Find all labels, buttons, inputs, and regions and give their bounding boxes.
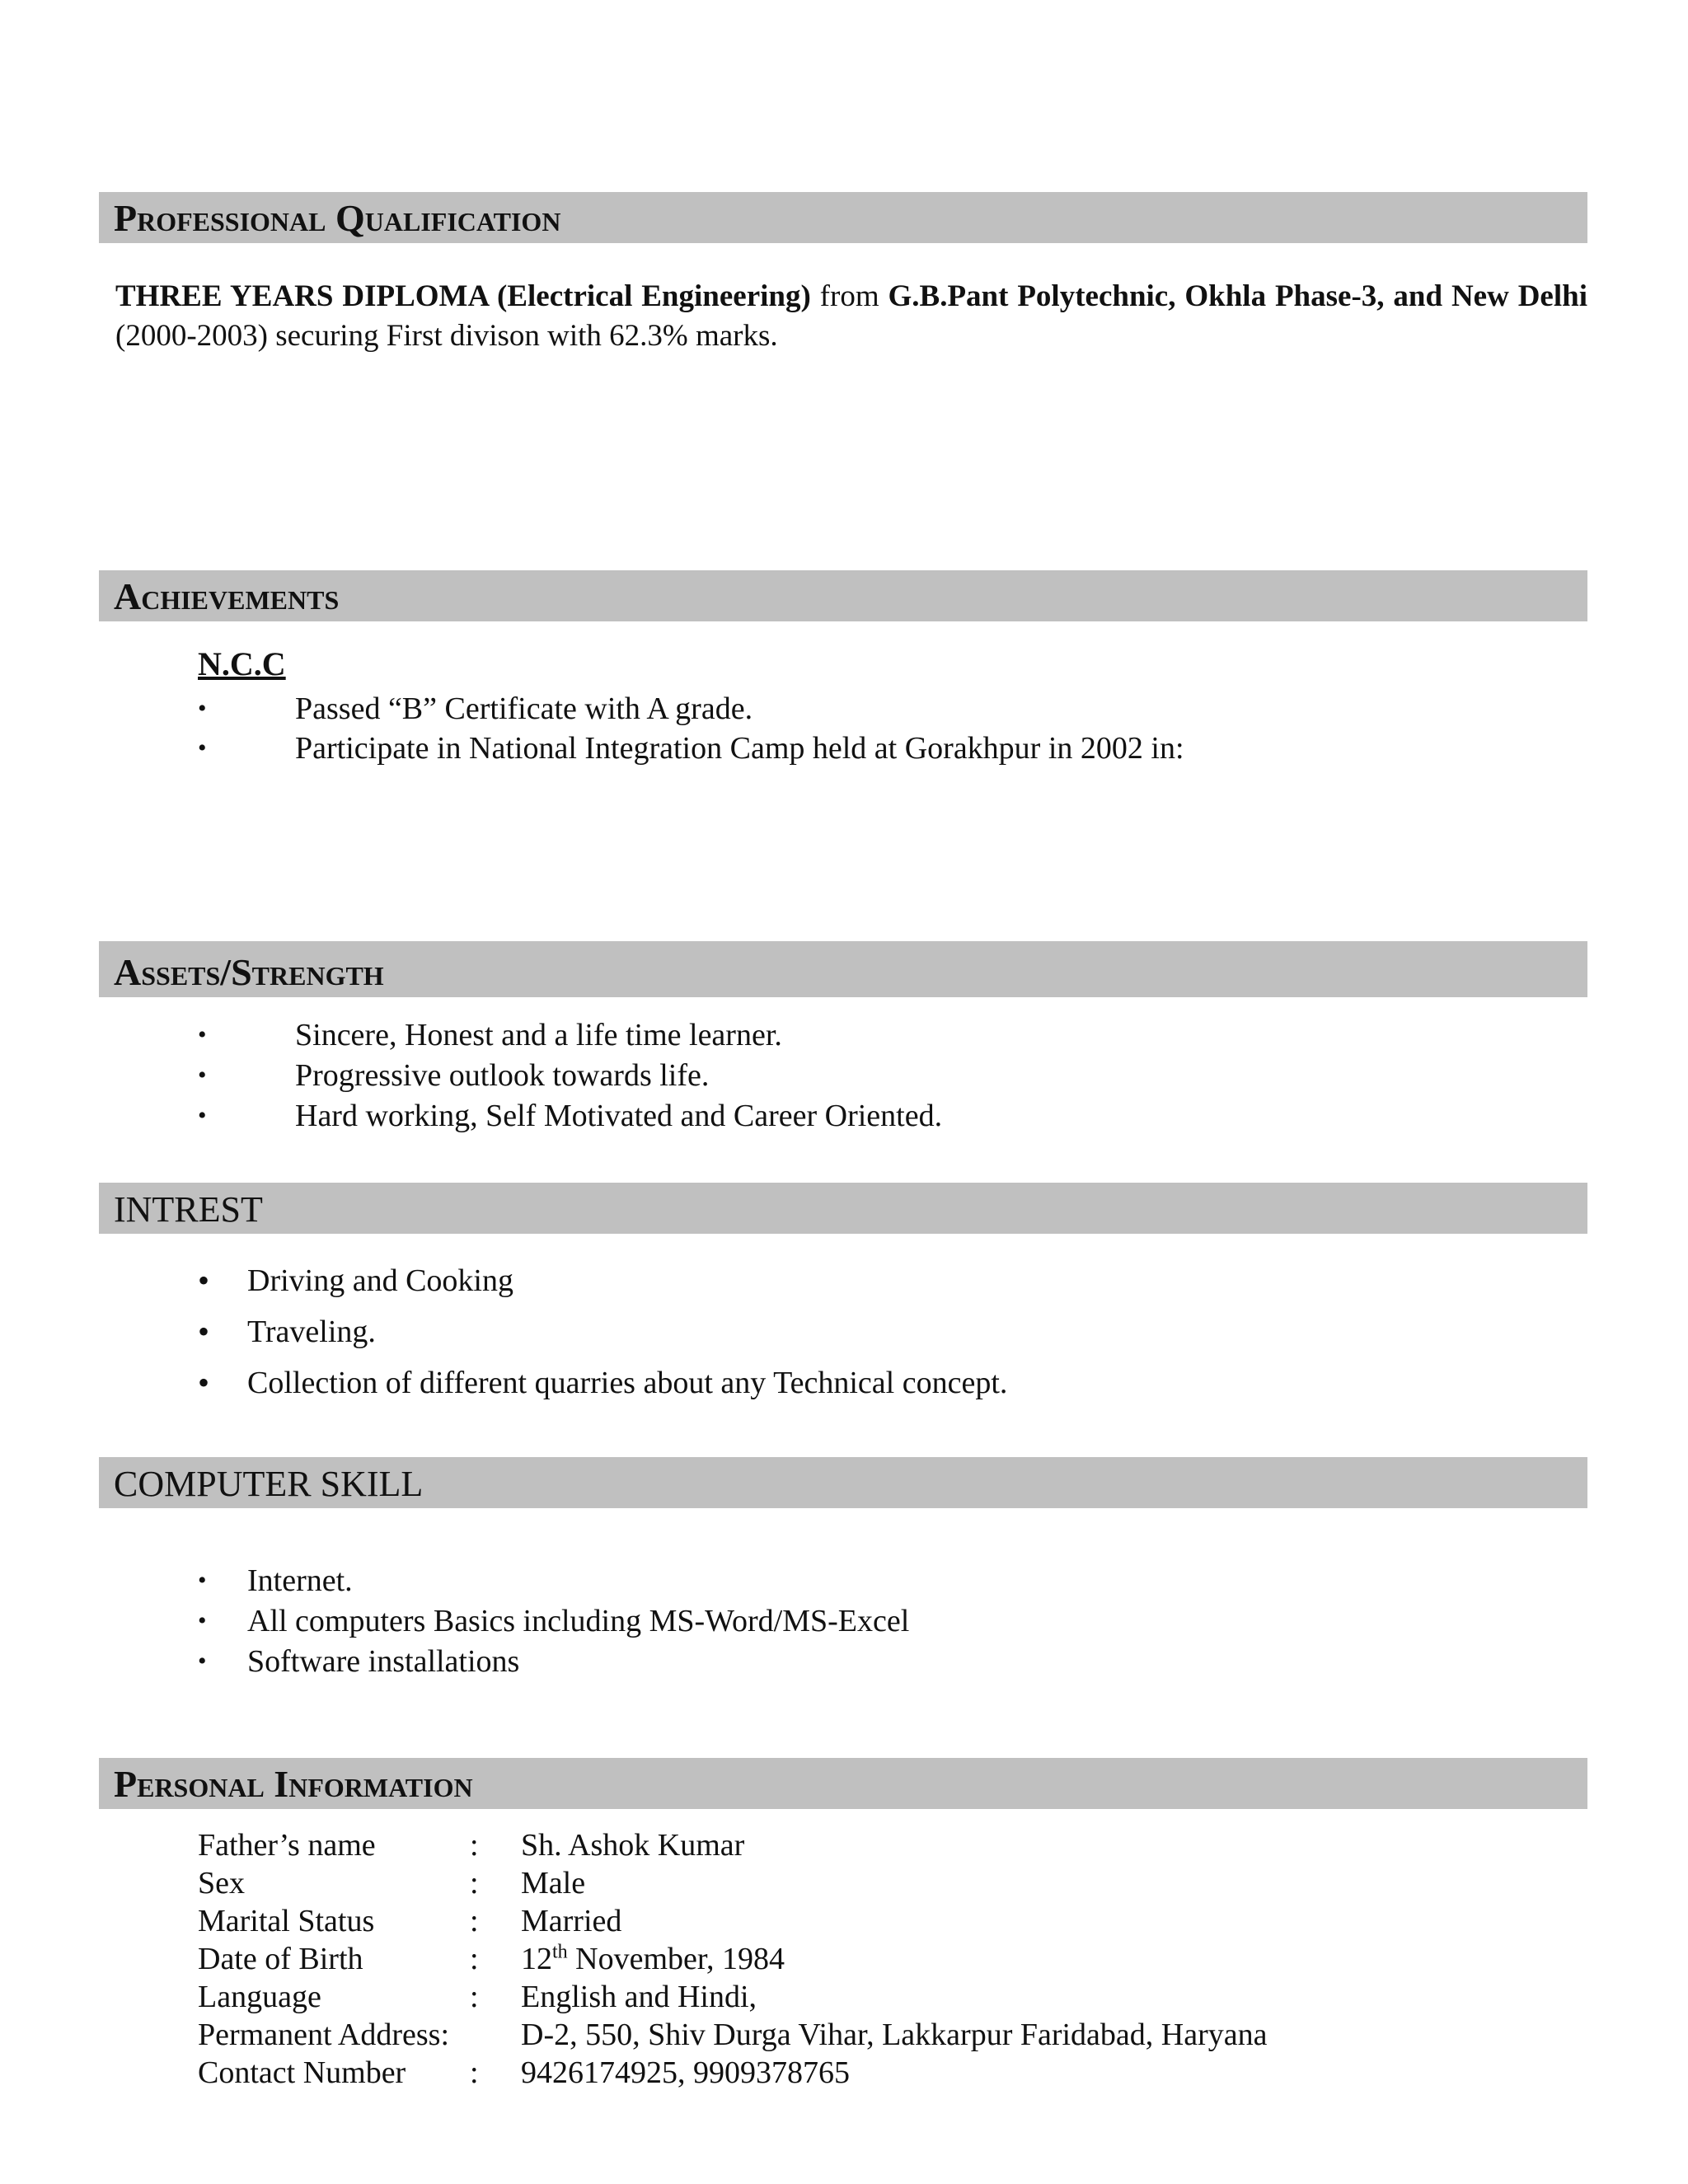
row-label: Language — [198, 1980, 321, 2014]
interest-item: Driving and Cooking — [247, 1263, 513, 1298]
section-header-assets-strength: Assets/Strength — [99, 941, 1587, 997]
qualification-paragraph — [115, 277, 1587, 356]
row-colon: : — [470, 1980, 479, 2014]
row-colon: : — [470, 1828, 479, 1863]
dob-rest: November, 1984 — [567, 1942, 785, 1976]
bullet-icon: • — [198, 1062, 207, 1089]
computer-skill-item: Software installations — [247, 1644, 520, 1679]
ncc-subheading: N.C.C — [198, 645, 286, 682]
achievement-item: Passed “B” Certificate with A grade. — [295, 691, 753, 726]
bullet-icon: • — [198, 1313, 210, 1350]
computer-skill-item: Internet. — [247, 1563, 353, 1598]
row-label: Father’s name — [198, 1828, 376, 1863]
bullet-icon: • — [198, 1567, 207, 1594]
qualification-details: (2000-2003) securing First divison with 62.3% marks. — [115, 319, 778, 353]
section-header-personal-information: Personal Information — [99, 1758, 1587, 1809]
bullet-icon: • — [198, 1647, 207, 1675]
row-label: Marital Status — [198, 1904, 375, 1938]
qualification-institute: G.B.Pant Polytechnic, Okhla Phase-3, and New Delhi — [888, 279, 1587, 313]
row-value: Sh. Ashok Kumar — [521, 1828, 745, 1863]
bullet-icon: • — [198, 1607, 207, 1634]
section-header-interest: INTREST — [99, 1183, 1587, 1234]
row-colon: : — [470, 2055, 479, 2090]
row-label: Date of Birth — [198, 1942, 363, 1976]
row-value: 9426174925, 9909378765 — [521, 2055, 850, 2090]
bullet-icon: • — [198, 695, 207, 722]
row-colon: : — [470, 1866, 479, 1900]
asset-item: Progressive outlook towards life. — [295, 1058, 710, 1093]
asset-item: Hard working, Self Motivated and Career Oriented. — [295, 1099, 943, 1133]
section-header-professional-qualification: Professional Qualification — [99, 192, 1587, 243]
qualification-from: from — [810, 279, 889, 313]
row-label: Permanent Address: — [198, 2018, 450, 2052]
bullet-icon: • — [198, 1102, 207, 1129]
interest-item: Traveling. — [247, 1315, 376, 1349]
bullet-icon: • — [198, 1021, 207, 1048]
row-value: Married — [521, 1904, 622, 1938]
computer-skill-item: All computers Basics including MS-Word/MS-Excel — [247, 1604, 910, 1638]
row-value: English and Hindi, — [521, 1980, 757, 2014]
row-colon: : — [470, 1904, 479, 1938]
achievement-item: Participate in National Integration Camp held at Gorakhpur in 2002 in: — [295, 731, 1184, 766]
section-header-computer-skill: COMPUTER SKILL — [99, 1457, 1587, 1508]
row-value: Male — [521, 1866, 586, 1900]
row-value — [521, 1940, 785, 1978]
qualification-degree: THREE YEARS DIPLOMA (Electrical Engineering) — [115, 279, 811, 313]
bullet-icon: • — [198, 1262, 210, 1299]
bullet-icon: • — [198, 1364, 210, 1401]
row-value: D-2, 550, Shiv Durga Vihar, Lakkarpur Faridabad, Haryana — [521, 2018, 1268, 2052]
dob-suffix: th — [552, 1941, 568, 1963]
row-label: Contact Number — [198, 2055, 406, 2090]
asset-item: Sincere, Honest and a life time learner. — [295, 1018, 782, 1052]
section-header-achievements: Achievements — [99, 570, 1587, 621]
dob-day: 12 — [521, 1942, 552, 1976]
row-label: Sex — [198, 1866, 245, 1900]
row-colon: : — [470, 1942, 479, 1976]
interest-item: Collection of different quarries about any Technical concept. — [247, 1366, 1008, 1400]
bullet-icon: • — [198, 734, 207, 762]
